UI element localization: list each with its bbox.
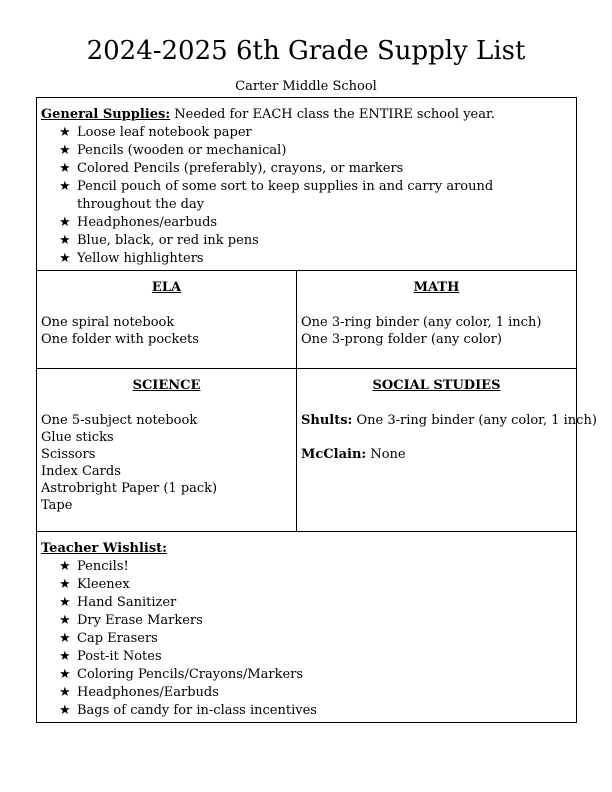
star-icon: ★ (59, 179, 71, 194)
list-item: ★ Yellow highlighters (59, 251, 204, 266)
social-studies-heading: SOCIAL STUDIES (372, 378, 501, 393)
star-icon: ★ (59, 667, 71, 682)
list-item: One 3-prong folder (any color) (301, 332, 502, 347)
school-name: Carter Middle School (235, 79, 377, 94)
general-supplies-list (37, 124, 576, 268)
list-item: ★ Coloring Pencils/Crayons/Markers (59, 667, 304, 682)
star-icon: ★ (59, 161, 71, 176)
list-item: ★ Dry Erase Markers (59, 613, 203, 628)
list-item: Tape (41, 498, 73, 513)
star-icon: ★ (59, 125, 71, 140)
supply-table (36, 97, 597, 723)
spacer (301, 429, 576, 446)
science-heading: SCIENCE (132, 378, 201, 393)
teacher-wishlist-intro (37, 532, 576, 558)
star-icon: ★ (59, 631, 71, 646)
ela-list (37, 314, 296, 348)
social-studies-section (297, 369, 597, 532)
list-item: ★ Blue, black, or red ink pens (59, 233, 259, 248)
list-item: One 3-ring binder (any color, 1 inch) (301, 315, 542, 330)
star-icon: ★ (59, 595, 71, 610)
list-item: ★ Headphones/earbuds (59, 215, 218, 230)
science-section (37, 369, 297, 532)
list-item: ★ Bags of candy for in-class incentives (59, 703, 317, 718)
list-item: Glue sticks (41, 430, 114, 445)
star-icon: ★ (59, 233, 71, 248)
list-item: Astrobright Paper (1 pack) (41, 481, 218, 496)
social-studies-list (297, 412, 597, 463)
list-item: ★ Post-it Notes (59, 649, 162, 664)
teacher-name-shults: Shults: (301, 413, 353, 428)
star-icon: ★ (59, 649, 71, 664)
list-item: One 5-subject notebook (41, 413, 198, 428)
list-item: ★ Hand Sanitizer (59, 595, 177, 610)
list-item: One folder with pockets (41, 332, 199, 347)
list-item: ★ Colored Pencils (preferably), crayons, or markers (59, 161, 404, 176)
list-item: ★ Pencils (wooden or mechanical) (59, 143, 287, 158)
list-item: McClain: None (301, 447, 406, 462)
general-supplies-note: Needed for EACH class the ENTIRE school year. (170, 107, 495, 122)
page-title: 2024-2025 6th Grade Supply List (86, 36, 526, 66)
star-icon: ★ (59, 577, 71, 592)
star-icon: ★ (59, 251, 71, 266)
star-icon: ★ (59, 613, 71, 628)
list-item: ★ Loose leaf notebook paper (59, 125, 252, 140)
star-icon: ★ (59, 143, 71, 158)
general-supplies-intro (37, 98, 576, 124)
list-item: ★ Kleenex (59, 577, 130, 592)
general-supplies-section (37, 98, 576, 271)
math-list (297, 314, 576, 348)
list-item: ★ Cap Erasers (59, 631, 158, 646)
list-item: Scissors (41, 447, 96, 462)
star-icon: ★ (59, 559, 71, 574)
list-item: ★ Headphones/Earbuds (59, 685, 219, 700)
list-item: One spiral notebook (41, 315, 175, 330)
teacher-wishlist-list (37, 558, 576, 720)
science-list (37, 412, 296, 514)
general-supplies-heading: General Supplies: (41, 107, 171, 122)
list-item: Shults: One 3-ring binder (any color, 1 inch) (301, 413, 597, 428)
ela-heading: ELA (151, 280, 182, 295)
list-item: ★ Pencils! (59, 559, 129, 574)
list-item: ★ Pencil pouch of some sort to keep supplies in and carry around throughout the day (59, 179, 494, 212)
star-icon: ★ (59, 703, 71, 718)
star-icon: ★ (59, 215, 71, 230)
math-section (297, 271, 576, 369)
teacher-wishlist-section (37, 532, 576, 722)
star-icon: ★ (59, 685, 71, 700)
list-item: Index Cards (41, 464, 121, 479)
teacher-wishlist-heading: Teacher Wishlist: (41, 541, 167, 556)
teacher-name-mcclain: McClain: (301, 447, 367, 462)
ela-section (37, 271, 297, 369)
math-heading: MATH (413, 280, 460, 295)
